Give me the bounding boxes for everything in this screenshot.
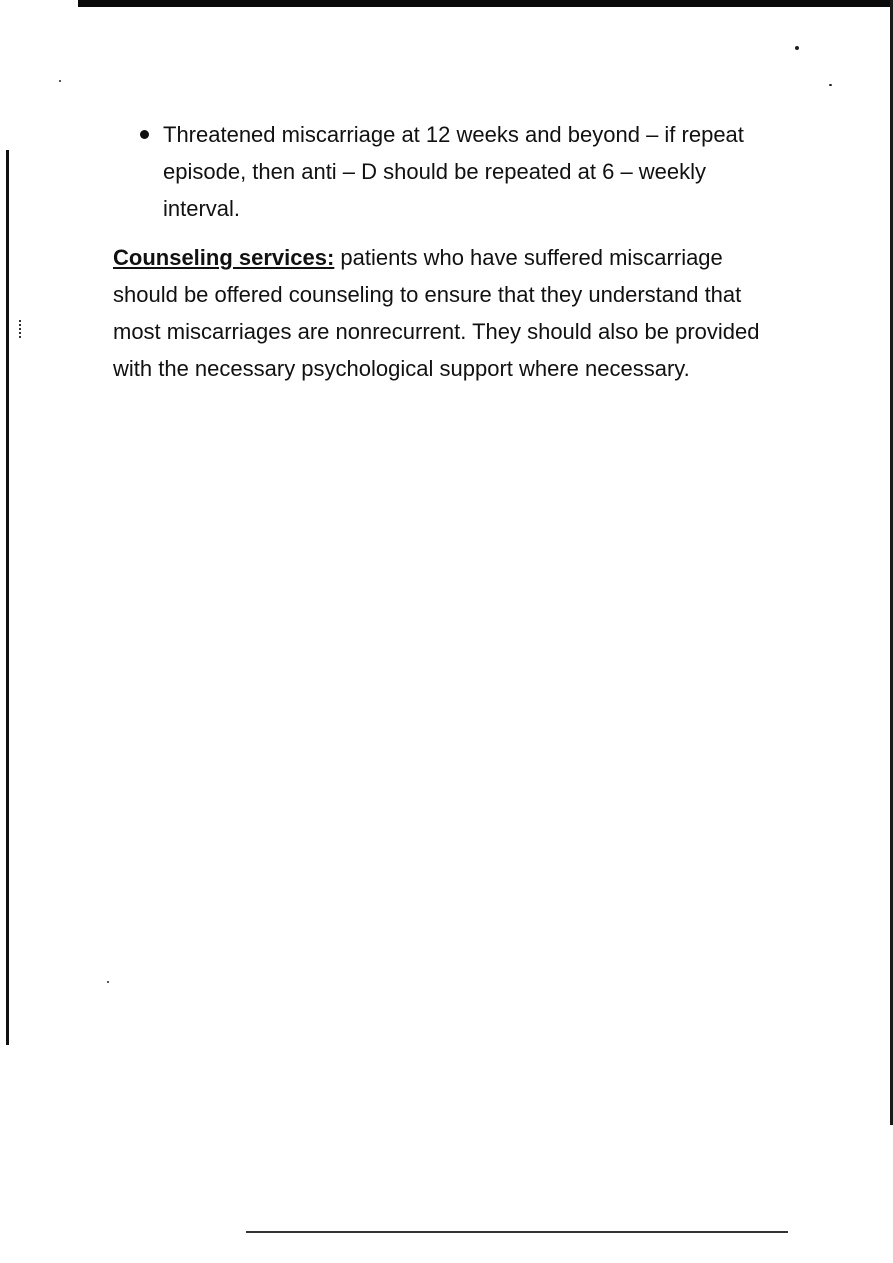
counseling-heading: Counseling services: — [113, 245, 335, 270]
counseling-paragraph — [113, 239, 773, 387]
scan-speck — [829, 84, 832, 86]
scan-dotted-mark — [19, 320, 23, 338]
bullet-list — [113, 116, 773, 227]
footer-rule — [246, 1231, 788, 1233]
scan-speck — [795, 46, 799, 50]
list-item — [163, 116, 763, 227]
scan-left-border — [6, 150, 9, 1045]
scan-speck — [59, 80, 61, 82]
counseling-body: patients who have suffered miscarriage should be offered counseling to ensure that they understand that most miscarriages are nonrecurrent. They should also be provided with the necessary psychological support where necessary. — [113, 245, 760, 381]
list-item-text: Threatened miscarriage at 12 weeks and beyond – if repeat episode, then anti – D should be repeated at 6 – weekly interval. — [163, 122, 744, 221]
scan-speck — [107, 981, 109, 983]
bullet-icon — [140, 130, 149, 139]
document-body — [113, 116, 773, 387]
scan-top-border — [78, 0, 893, 7]
